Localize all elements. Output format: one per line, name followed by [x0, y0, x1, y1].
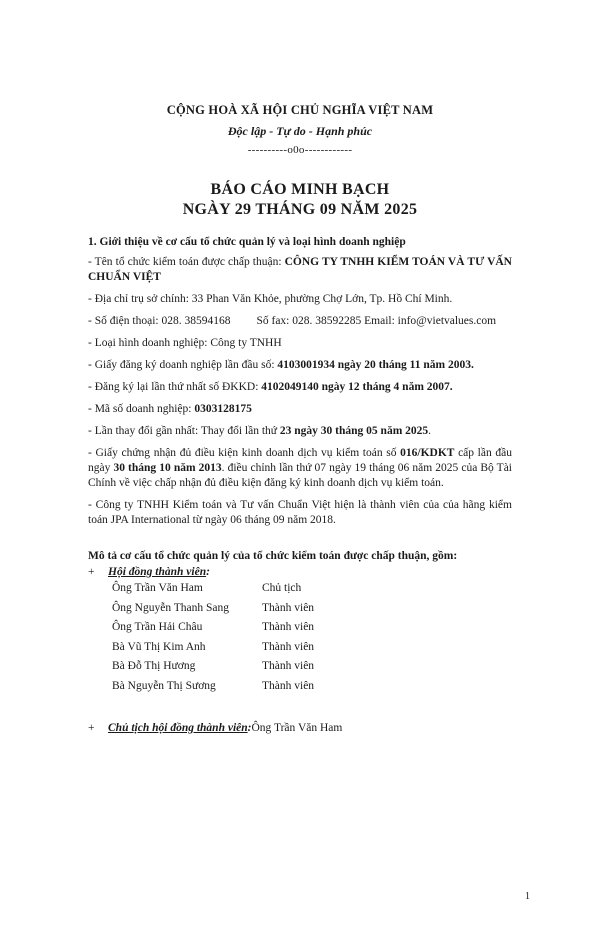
- section-1-heading: 1. Giới thiệu về cơ cấu tổ chức quản lý và loại hình doanh nghiệp: [88, 236, 406, 248]
- latest-change-label: - Lần thay đổi gần nhất: Thay đổi lần thứ: [88, 425, 280, 437]
- section-1-body: [88, 255, 512, 528]
- member-row: [112, 579, 314, 599]
- chair-label: Chủ tịch hội đồng thành viên: [108, 722, 248, 734]
- contact-line: [88, 314, 512, 329]
- member-name: Ông Nguyễn Thanh Sang: [112, 601, 230, 614]
- cert-number: 016/KDKT: [400, 447, 455, 459]
- document-header: [88, 103, 512, 220]
- council-members-body: [112, 579, 314, 696]
- certificate-paragraph: [88, 446, 512, 491]
- national-motto: Độc lập - Tự do - Hạnh phúc: [227, 124, 373, 138]
- fax-email-text: Số fax: 028. 38592285 Email: info@vietvalues.com: [256, 315, 497, 327]
- cert-text-2: cấp lần đầu ngày: [88, 447, 512, 474]
- member-row: [112, 677, 314, 697]
- national-title: CỘNG HOÀ XÃ HỘI CHỦ NGHĨA VIỆT NAM: [166, 103, 434, 117]
- chair-line: [88, 722, 512, 734]
- report-title-line2: NGÀY 29 THÁNG 09 NĂM 2025: [182, 201, 418, 218]
- member-name: Ông Trần Văn Ham: [112, 582, 203, 594]
- tax-code-label: - Mã số doanh nghiệp:: [88, 403, 195, 415]
- latest-change-line: [88, 424, 512, 439]
- council-heading: [88, 566, 512, 578]
- member-role: Thành viên: [262, 640, 315, 653]
- cert-text-3: . điều chỉnh lần thứ 07 ngày 19 tháng 06 năm 2025 của Bộ Tài Chính về việc chấp nhận đủ điều kiện đăng ký kinh doanh dịch vụ kiểm toán.: [88, 462, 513, 489]
- reg-second-label: - Đăng ký lại lần thứ nhất số ĐKKD:: [88, 381, 262, 393]
- chair-colon: :: [247, 722, 252, 734]
- council-members-table: [112, 579, 314, 696]
- member-row: [112, 657, 314, 677]
- plus-bullet-icon: +: [88, 566, 95, 578]
- structure-heading: Mô tả cơ cấu tổ chức quản lý của tổ chức kiểm toán được chấp thuận, gồm:: [88, 550, 458, 562]
- member-name: Bà Nguyễn Thị Sương: [112, 679, 216, 692]
- business-type-line: - Loại hình doanh nghiệp: Công ty TNHH: [88, 337, 282, 349]
- council-colon: :: [206, 566, 210, 578]
- report-title: [88, 180, 512, 220]
- tax-code-value: 0303128175: [194, 403, 252, 415]
- org-name-label: - Tên tổ chức kiểm toán được chấp thuận:: [88, 256, 285, 268]
- latest-change-end: .: [428, 425, 432, 437]
- address-line: - Địa chỉ trụ sở chính: 33 Phan Văn Khỏe, phường Chợ Lớn, Tp. Hồ Chí Minh.: [88, 293, 453, 305]
- reg-first-line: [88, 358, 512, 373]
- reg-first-label: - Giấy đăng ký doanh nghiệp lần đầu số:: [88, 359, 278, 371]
- report-title-line1: BÁO CÁO MINH BẠCH: [210, 181, 390, 198]
- member-role: Chủ tịch: [262, 582, 302, 594]
- phone-text: - Số điện thoại: 028. 38594168: [88, 315, 231, 327]
- membership-paragraph: - Công ty TNHH Kiểm toán và Tư vấn Chuẩn Việt hiện là thành viên của của hãng kiểm toán JPA International từ ngày 06 tháng 09 năm 2018.: [88, 499, 512, 526]
- member-role: Thành viên: [262, 679, 315, 692]
- reg-first-value: 4103001934 ngày 20 tháng 11 năm 2003.: [277, 359, 474, 371]
- reg-second-value: 4102049140 ngày 12 tháng 4 năm 2007.: [261, 381, 453, 393]
- tax-code-line: [88, 402, 512, 417]
- plus-bullet-icon: +: [88, 722, 95, 734]
- cert-text-1: - Giấy chứng nhận đủ điều kiện kinh doanh dịch vụ kiểm toán số: [88, 447, 401, 459]
- chair-name: Ông Trần Văn Ham: [251, 722, 343, 734]
- page-number: 1: [525, 891, 530, 902]
- member-role: Thành viên: [262, 621, 315, 633]
- latest-change-value: 23 ngày 30 tháng 05 năm 2025: [279, 425, 429, 437]
- org-name-line: [88, 255, 512, 285]
- document-page: [0, 103, 600, 943]
- member-role: Thành viên: [262, 601, 315, 614]
- member-name: Ông Trần Hải Châu: [112, 621, 203, 633]
- member-row: [112, 638, 314, 658]
- header-separator: ----------o0o------------: [247, 144, 353, 156]
- member-row: [112, 599, 314, 619]
- member-name: Bà Đỗ Thị Hương: [112, 660, 196, 672]
- member-name: Bà Vũ Thị Kim Anh: [112, 640, 206, 653]
- council-label: Hội đồng thành viên: [108, 566, 207, 578]
- member-row: [112, 618, 314, 638]
- member-role: Thành viên: [262, 660, 315, 672]
- org-name: CÔNG TY TNHH KIỂM TOÁN VÀ TƯ VẤN CHUẨN VIỆT: [88, 256, 512, 283]
- reg-second-line: [88, 380, 512, 395]
- cert-date: 30 tháng 10 năm 2013: [113, 462, 222, 474]
